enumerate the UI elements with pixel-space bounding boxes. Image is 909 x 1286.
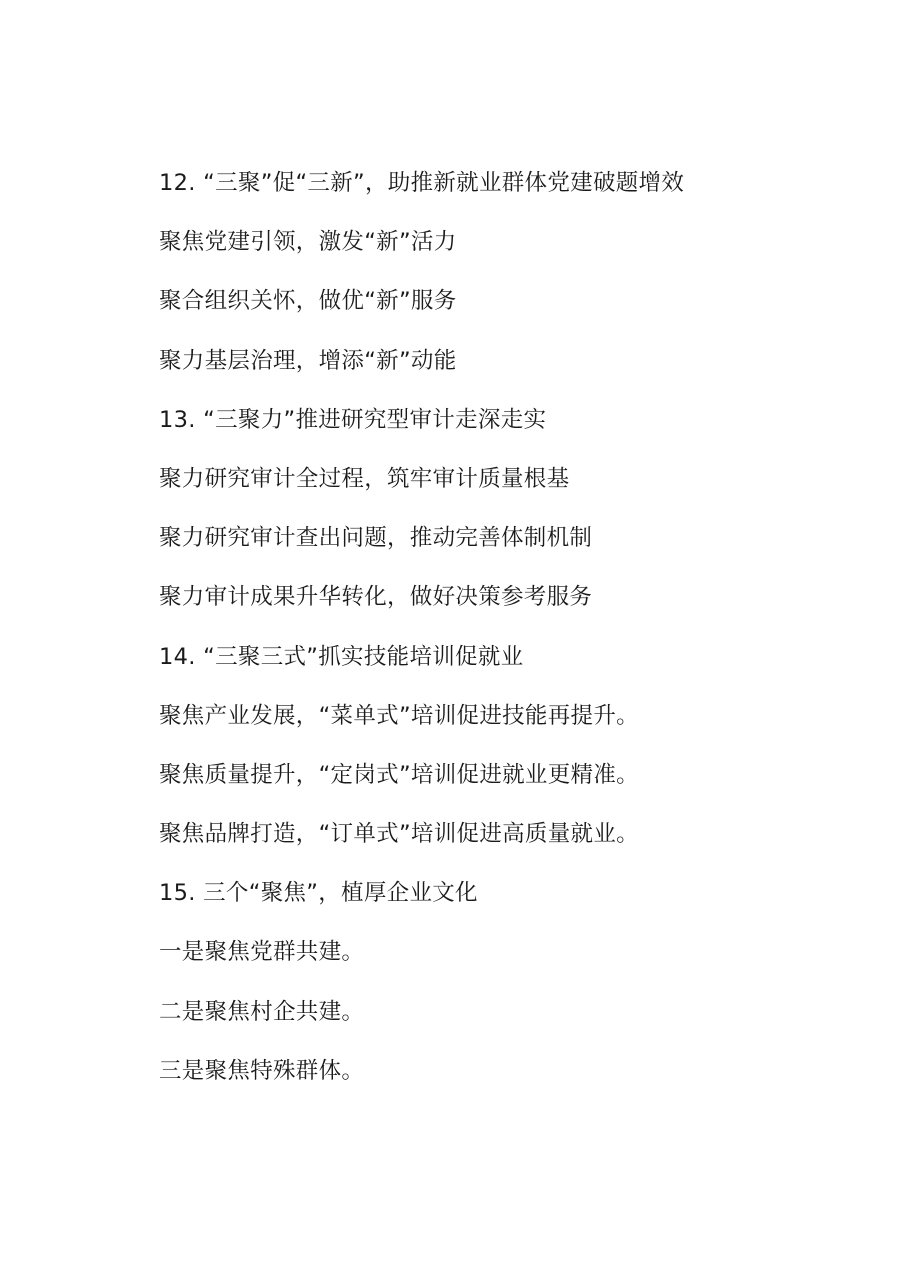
section-heading-14: 14. “三聚三式”抓实技能培训促就业 xyxy=(159,643,524,670)
list-item: 聚力研究审计查出问题，推动完善体制机制 xyxy=(159,525,593,552)
list-item: 聚焦品牌打造，“订单式”培训促进高质量就业。 xyxy=(159,821,639,848)
list-item: 聚力审计成果升华转化，做好决策参考服务 xyxy=(159,584,593,611)
list-item: 聚力研究审计全过程，筑牢审计质量根基 xyxy=(159,465,570,492)
list-item: 三是聚焦特殊群体。 xyxy=(159,1057,365,1084)
list-item: 聚焦党建引领，激发“新”活力 xyxy=(159,229,457,256)
list-item: 聚焦质量提升，“定岗式”培训促进就业更精准。 xyxy=(159,761,639,788)
list-item: 一是聚焦党群共建。 xyxy=(159,939,365,966)
section-heading-12: 12. “三聚”促“三新”，助推新就业群体党建破题增效 xyxy=(159,170,685,196)
list-item: 二是聚焦村企共建。 xyxy=(159,998,365,1025)
section-heading-13: 13. “三聚力”推进研究型审计走深走实 xyxy=(159,406,547,433)
list-item: 聚合组织关怀，做优“新”服务 xyxy=(159,288,457,315)
list-item: 聚力基层治理，增添“新”动能 xyxy=(159,347,457,374)
document-body xyxy=(159,162,859,1109)
list-item: 聚焦产业发展，“菜单式”培训促进技能再提升。 xyxy=(159,702,639,729)
section-heading-15: 15. 三个“聚焦”，植厚企业文化 xyxy=(159,880,478,907)
